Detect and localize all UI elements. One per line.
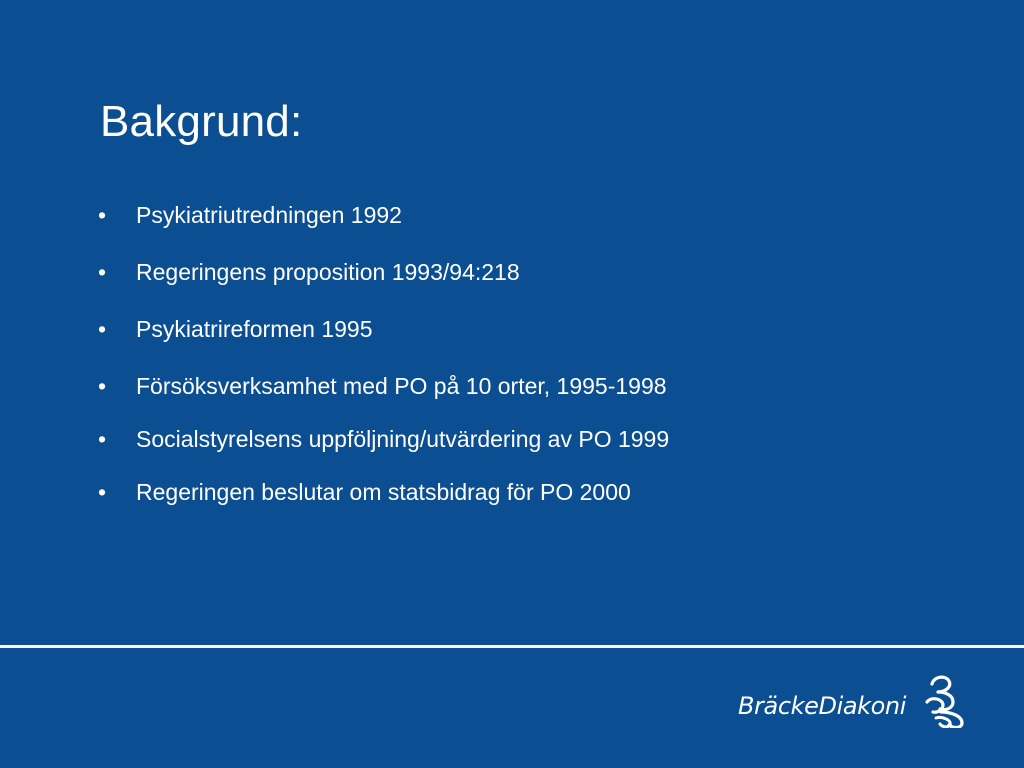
- bullet-marker: •: [98, 373, 107, 399]
- bullet-marker: •: [98, 316, 107, 342]
- brand-name: BräckeDiakoni: [737, 692, 906, 720]
- brand-block: [738, 672, 970, 728]
- list-item-text: Socialstyrelsens uppföljning/utvärdering av PO 1999: [136, 426, 670, 452]
- bullet-marker: •: [98, 259, 107, 285]
- list-item: [98, 200, 669, 230]
- list-item-text: Försöksverksamhet med PO på 10 orter, 1995-1998: [136, 373, 667, 399]
- list-item: [98, 477, 669, 507]
- list-item-text: Regeringen beslutar om statsbidrag för PO 2000: [136, 479, 631, 505]
- list-item: [98, 314, 669, 344]
- footer-divider: [0, 645, 1024, 648]
- braecke-diakoni-logo-icon: [912, 672, 970, 728]
- bullet-marker: •: [98, 426, 107, 452]
- list-item: [98, 424, 669, 454]
- list-item-text: Psykiatrireformen 1995: [136, 316, 373, 342]
- bullet-marker: •: [98, 479, 107, 505]
- list-item: [98, 257, 669, 287]
- list-item-text: Psykiatriutredningen 1992: [136, 202, 402, 228]
- list-item: [98, 371, 669, 401]
- bullet-marker: •: [98, 202, 107, 228]
- list-item-text: Regeringens proposition 1993/94:218: [136, 259, 520, 285]
- bullet-list: [98, 200, 669, 507]
- slide-title: Bakgrund:: [100, 97, 303, 146]
